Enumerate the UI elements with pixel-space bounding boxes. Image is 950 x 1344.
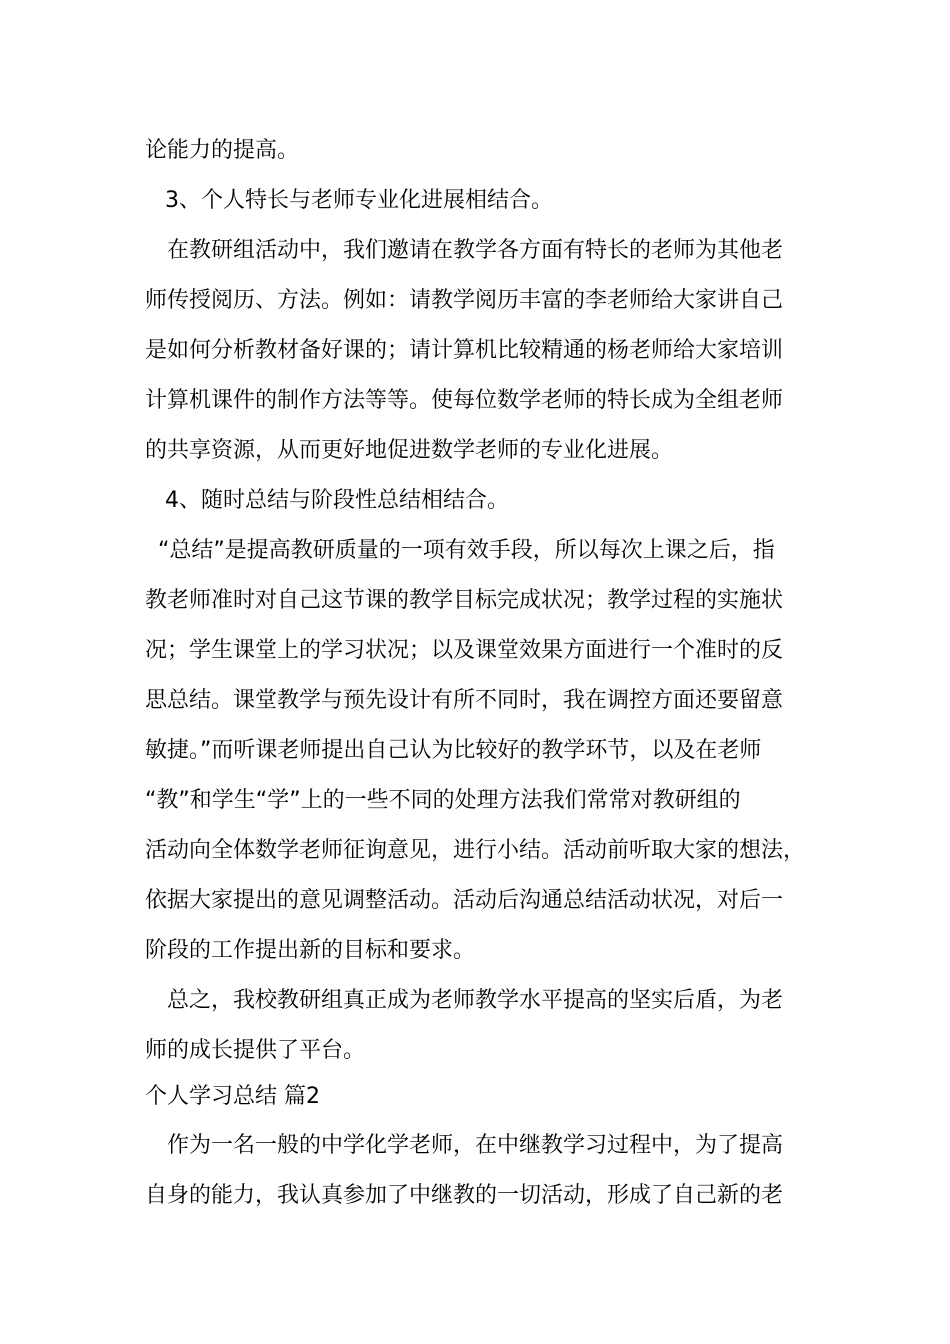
text-line: 阶段的工作提出新的目标和要求。 [145, 938, 476, 963]
text-line: 的共享资源，从而更好地促进数学老师的专业化进展。 [145, 438, 674, 463]
text-line: 况；学生课堂上的学习状况；以及课堂效果方面进行一个准时的反 [145, 638, 784, 663]
text-line: 是如何分析教材备好课的；请计算机比较精通的杨老师给大家培训 [145, 338, 784, 363]
text-line: “教”和学生“学”上的一些不同的处理方法我们常常对教研组的 [145, 788, 741, 813]
text-line: 总之，我校教研组真正成为老师教学水平提高的坚实后盾，为老 [167, 988, 784, 1013]
text-line: 依据大家提出的意见调整活动。活动后沟通总结活动状况，对后一 [145, 888, 784, 913]
article-title: 个人学习总结 篇2 [145, 1084, 320, 1109]
text-line: 论能力的提高。 [145, 138, 300, 163]
section-heading: 4、随时总结与阶段性总结相结合。 [165, 488, 509, 513]
text-line: 计算机课件的制作方法等等。使每位数学老师的特长成为全组老师 [145, 388, 784, 413]
text-line: 敏捷。”而听课老师提出自己认为比较好的教学环节，以及在老师 [145, 738, 762, 763]
section-heading: 3、个人特长与老师专业化进展相结合。 [165, 188, 553, 213]
text-line: 自身的能力，我认真参加了中继教的一切活动，形成了自己新的老 [145, 1183, 784, 1208]
text-line: “总结”是提高教研质量的一项有效手段，所以每次上课之后，指 [158, 538, 775, 563]
text-line: 活动向全体数学老师征询意见，进行小结。活动前听取大家的想法， [145, 838, 806, 863]
text-line: 作为一名一般的中学化学老师，在中继教学习过程中，为了提高 [167, 1133, 784, 1158]
text-line: 师的成长提供了平台。 [145, 1038, 366, 1063]
text-line: 师传授阅历、方法。例如：请教学阅历丰富的李老师给大家讲自己 [145, 288, 784, 313]
text-line: 教老师准时对自己这节课的教学目标完成状况；教学过程的实施状 [145, 588, 784, 613]
text-line: 在教研组活动中，我们邀请在教学各方面有特长的老师为其他老 [167, 238, 784, 263]
text-line: 思总结。课堂教学与预先设计有所不同时，我在调控方面还要留意 [145, 688, 784, 713]
